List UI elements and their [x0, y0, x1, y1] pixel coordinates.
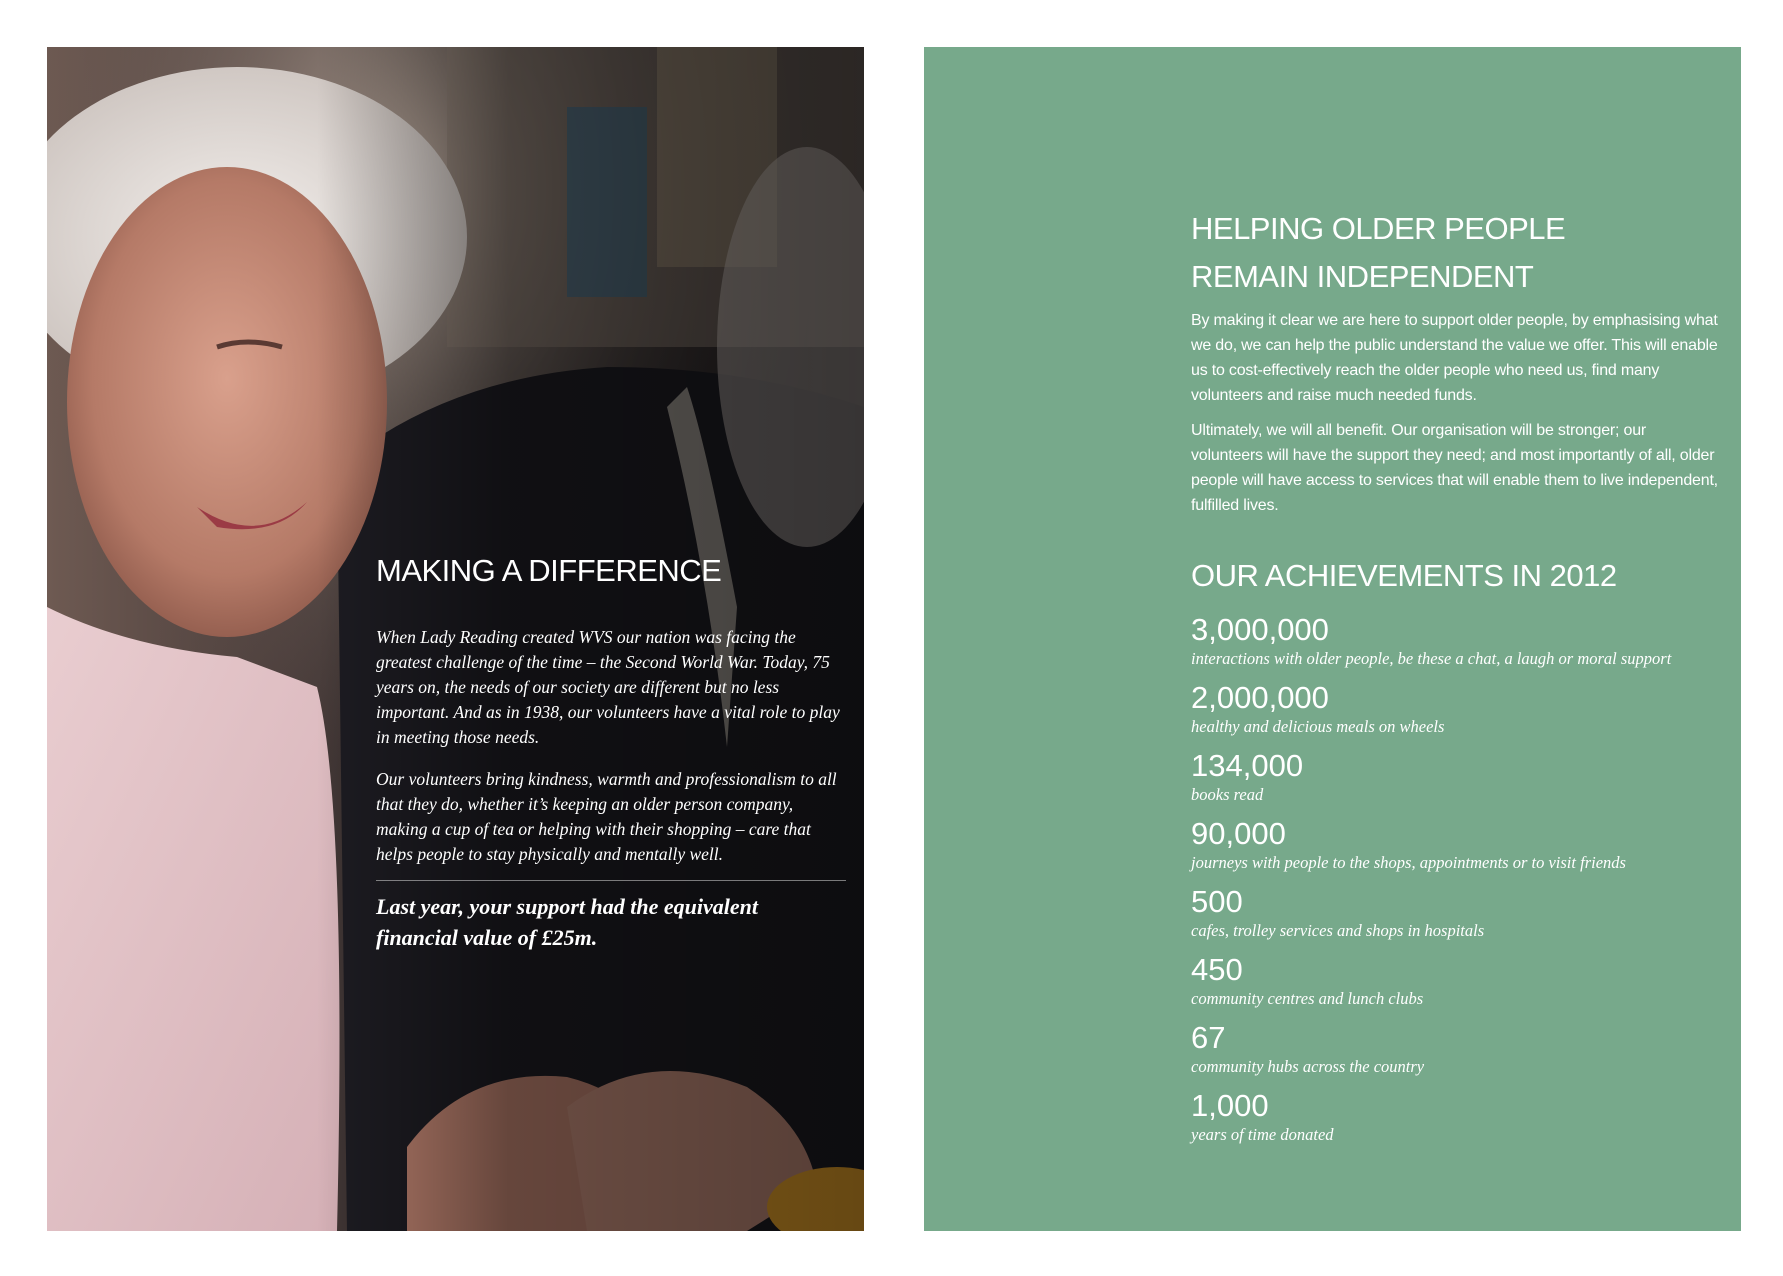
achievement-number: 1,000: [1191, 1088, 1269, 1123]
divider: [376, 880, 846, 881]
intro-paragraph: When Lady Reading created WVS our nation was facing the greatest challenge of the time – the Second World War. Today, 75 years on, the needs of our society are different but no less important. And as in 1938, our volunteers have a vital role to play in meeting those needs.: [376, 627, 840, 748]
financial-value-highlight: Last year, your support had the equivalent financial value of £25m.: [376, 894, 758, 951]
title-line-1: HELPING OLDER PEOPLE: [1191, 211, 1566, 246]
achievement-item: [1191, 680, 1721, 748]
achievement-item: [1191, 1020, 1721, 1088]
achievement-description: journeys with people to the shops, appointments or to visit friends: [1191, 853, 1626, 872]
achievement-number: 3,000,000: [1191, 612, 1329, 647]
achievement-number: 67: [1191, 1020, 1226, 1055]
achievement-item: [1191, 1088, 1721, 1156]
achievement-item: [1191, 816, 1721, 884]
title-line-2: REMAIN INDEPENDENT: [1191, 259, 1534, 294]
achievement-description: interactions with older people, be these a chat, a laugh or moral support: [1191, 649, 1672, 668]
achievements-list: [1191, 612, 1721, 1156]
making-difference-title: MAKING A DIFFERENCE: [376, 553, 722, 588]
volunteers-paragraph: Our volunteers bring kindness, warmth and professionalism to all that they do, whether it’s keeping an older person company, making a cup of tea or helping with their shopping – care that helps people to stay physically and mentally well.: [376, 769, 837, 865]
achievement-item: [1191, 884, 1721, 952]
achievement-description: healthy and delicious meals on wheels: [1191, 717, 1445, 736]
benefit-paragraph: Ultimately, we will all benefit. Our organisation will be stronger; our volunteers will have the support they need; and most importantly of all, older people will have access to services that will enable them to live independent, fulfilled lives.: [1191, 422, 1718, 514]
achievement-description: community hubs across the country: [1191, 1057, 1425, 1076]
photo-page: [47, 47, 864, 1231]
achievement-description: years of time donated: [1191, 1125, 1334, 1144]
making-difference-text: [376, 552, 846, 953]
helping-older-people-title: [1191, 205, 1721, 301]
achievement-description: community centres and lunch clubs: [1191, 989, 1424, 1008]
green-info-page: [924, 47, 1741, 1231]
achievement-item: [1191, 612, 1721, 680]
achievement-number: 2,000,000: [1191, 680, 1329, 715]
achievement-number: 90,000: [1191, 816, 1286, 851]
support-paragraph: By making it clear we are here to support older people, by emphasising what we do, we can help the public understand the value we offer. This will enable us to cost-effectively reach the older people who need us, find many volunteers and raise much needed funds.: [1191, 312, 1718, 404]
achievement-description: cafes, trolley services and shops in hospitals: [1191, 921, 1485, 940]
achievements-title: OUR ACHIEVEMENTS IN 2012: [1191, 558, 1617, 593]
achievement-number: 500: [1191, 884, 1243, 919]
info-content: [1191, 205, 1721, 1156]
achievement-number: 134,000: [1191, 748, 1304, 783]
achievement-item: [1191, 748, 1721, 816]
achievement-description: books read: [1191, 785, 1264, 804]
achievement-item: [1191, 952, 1721, 1020]
achievement-number: 450: [1191, 952, 1243, 987]
